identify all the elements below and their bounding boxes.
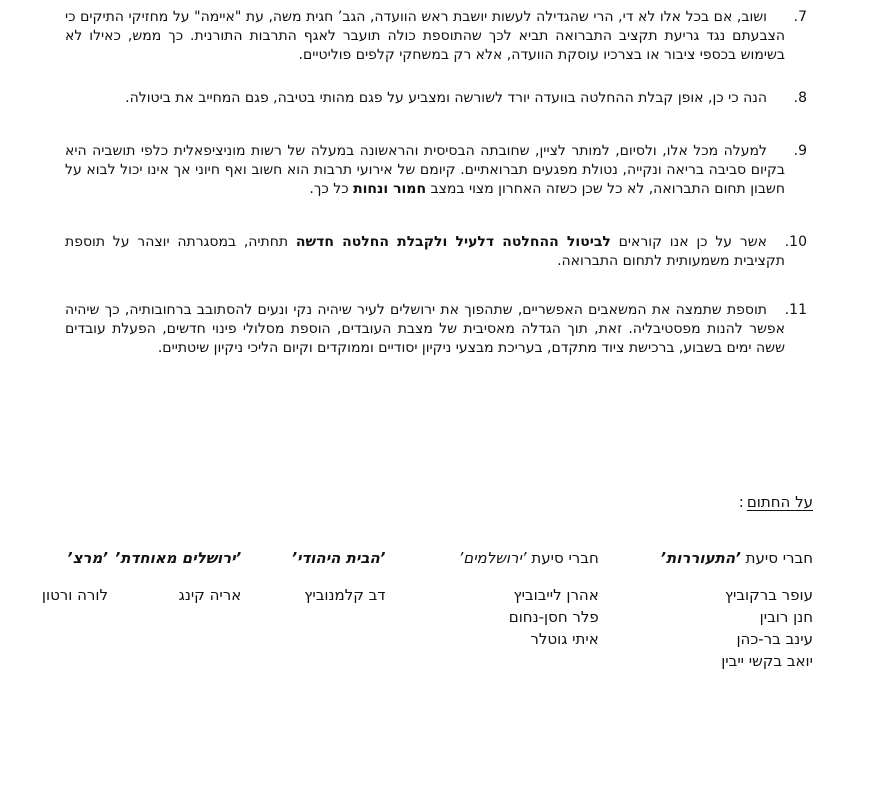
- member-name: אהרן לייבוביץ: [513, 586, 599, 604]
- faction-header: [253, 548, 386, 568]
- member-name: איתי גוטלר: [530, 630, 599, 648]
- paragraph-text: [65, 233, 785, 271]
- paragraph-bold-segment: חמור ונחות: [353, 181, 427, 197]
- signature-column: [397, 548, 599, 672]
- paragraph-segment: תחתיה, במסגרתה יוצהר על תוספת תקציבית משמעותית לתחום התברואה.: [65, 234, 785, 269]
- member-name: לורה ורטון: [41, 586, 108, 604]
- paragraph-number: 10.: [784, 234, 807, 250]
- paragraph-segment: ושוב, אם בכל אלו לא די, הרי שהגדילה לעשות יושבת ראש הוועדה, הגב’ חגית משה, עת "איימה" על מחזיקי התיקים כי הצבעתם נגד גריעת תקציב התברואה תביא לכך שהתוספת כולה תועבר לאגף התרבות התורנית. כך ממש, כאילו לא בשימוש בכספי ציבור או בצרכיו עוסקת הוועדה, אלא רק במשחקי קלפים פוליטיים.: [65, 9, 785, 63]
- paragraph-segment: למעלה מכל אלו, ולסיום, למותר לציין, שחובתה הבסיסית והראשונה במעלה של רשות מוניציפאלית כלפי תושביה היא בקיום סביבה בריאה ונקייה, נטולת מפגעים תברואתיים. קיומם של אירועי תרבות הוא חשוב ואף חיוני אך אינו יכול לבוא על חשבון תחום התברואה, לא כל שכן כשזה האחרון מצוי במצב: [65, 143, 785, 197]
- signature-column: [114, 548, 242, 672]
- faction-name: ’ירושלים מאוחדת’: [114, 549, 242, 567]
- paragraph-segment: הנה כי כן, אופן קבלת ההחלטה בוועדה יורד לשורשה ומצביע על פגם מהותי בטיבה, פגם המחייב את ביטולה.: [125, 90, 767, 106]
- member-name: יואב בקשי ייבין: [721, 652, 813, 670]
- faction-header: [610, 548, 813, 568]
- faction-header-prefix: חברי סיעת: [740, 549, 813, 567]
- signoff-label: על החתום: [746, 493, 813, 511]
- numbered-paragraph: [65, 301, 805, 358]
- faction-members: [610, 584, 813, 672]
- faction-header-prefix: חברי סיעת: [526, 549, 599, 567]
- paragraph-segment: אשר על כן אנו קוראים: [610, 234, 767, 250]
- paragraph-number: 8.: [793, 90, 807, 106]
- member-name: עינב בר-כהן: [736, 630, 813, 648]
- member-name: אריה קינג: [178, 586, 242, 604]
- faction-members: [397, 584, 599, 650]
- numbered-paragraph: [65, 142, 805, 199]
- member-name: עופר ברקוביץ: [724, 586, 813, 604]
- signature-column: [253, 548, 386, 672]
- member-name: פלר חסן-נחום: [508, 608, 599, 626]
- signatures-table: [18, 548, 813, 672]
- faction-name: ’ירושלמים’: [458, 549, 527, 567]
- numbered-paragraph: [65, 8, 805, 65]
- faction-header: [18, 548, 108, 568]
- faction-header: [114, 548, 242, 568]
- faction-name: ’מרצ’: [66, 549, 108, 567]
- faction-members: [119, 584, 241, 606]
- signature-column: [610, 548, 813, 672]
- paragraph-segment: תוספת שתמצה את המשאבים האפשריים, שתהפוך את ירושלים לעיר שיהיה נקי ונעים להסתובב ברחובותיה, כך שיהיה אפשר להנות מפסטיבליה. זאת, תוך הגדלה מאסיבית של מצבת העובדים, הוספת מסלולי פינוי חדשים, הפעלת עובדים ששה ימים בשבוע, ברכישת ציוד מתקדם, בעריכת מבצעי ניקיון יסודיים וממוקדים וקיום הליכי ניקיון שיטתיים.: [65, 302, 785, 356]
- paragraph-number: 11.: [784, 302, 807, 318]
- signoff-colon: :: [738, 493, 744, 511]
- paragraph-text: [65, 89, 785, 108]
- faction-name: ’הבית היהודי’: [291, 549, 386, 567]
- faction-header: [397, 548, 599, 568]
- paragraph-text: [65, 8, 785, 65]
- paragraph-text: [65, 142, 785, 199]
- member-name: דב קלמנוביץ: [304, 586, 386, 604]
- numbered-paragraph: [65, 233, 805, 271]
- signature-column: [18, 548, 108, 672]
- faction-name: ’התעוררות’: [660, 549, 741, 567]
- signoff-heading: [0, 492, 813, 512]
- paragraph-number: 9.: [793, 143, 807, 159]
- member-name: חנן רובין: [759, 608, 813, 626]
- paragraph-number: 7.: [793, 9, 807, 25]
- numbered-paragraph-list: [0, 0, 893, 358]
- paragraph-text: [65, 301, 785, 358]
- paragraph-segment: כל כך.: [309, 181, 354, 197]
- faction-members: [253, 584, 386, 606]
- faction-members: [18, 584, 108, 606]
- paragraph-bold-segment: לביטול ההחלטה דלעיל ולקבלת החלטה חדשה: [295, 234, 611, 250]
- numbered-paragraph: [65, 89, 805, 108]
